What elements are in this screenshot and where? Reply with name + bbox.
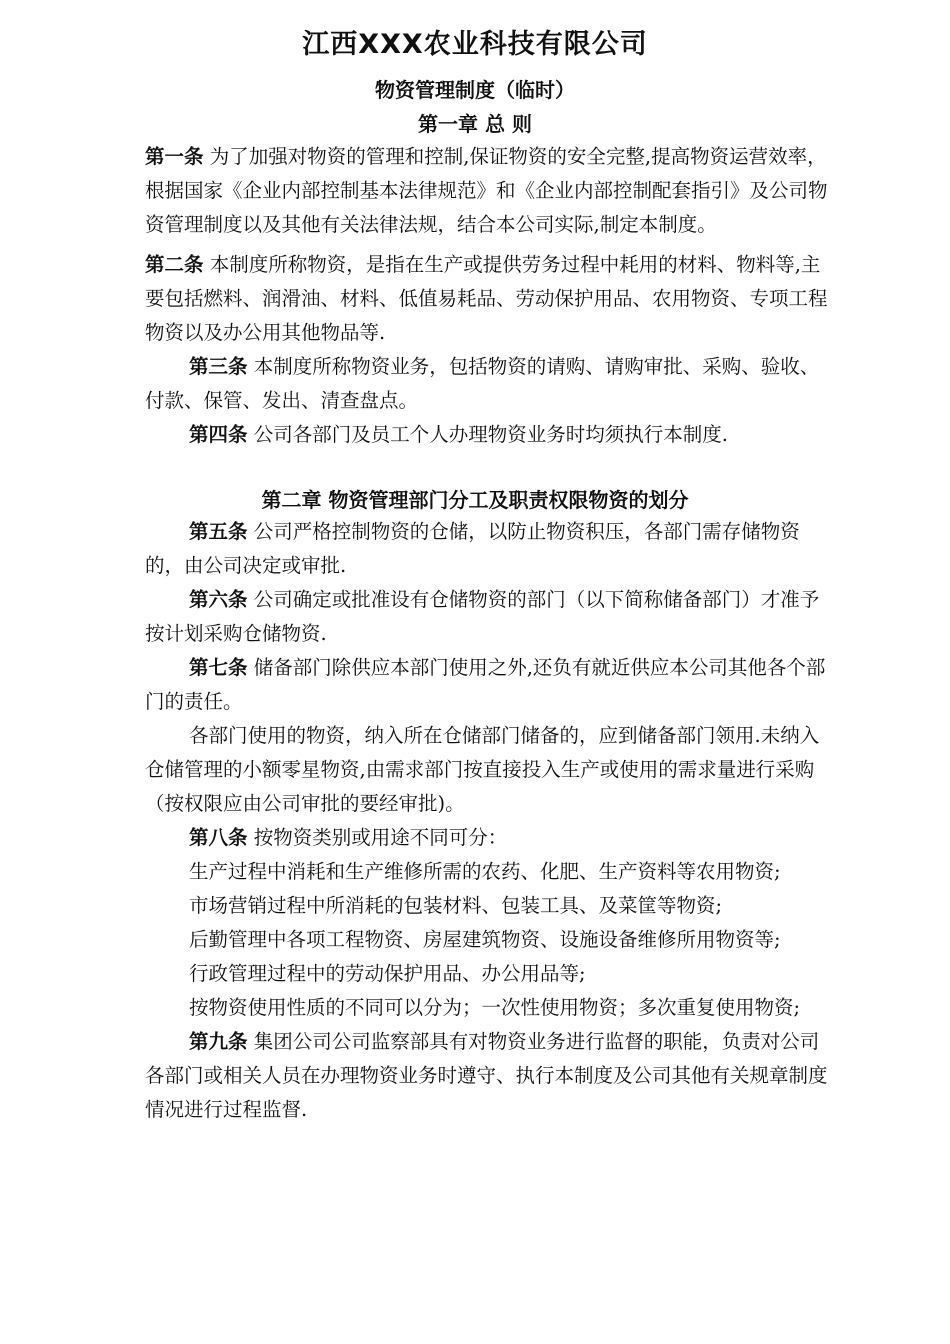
list-item-production <box>145 855 835 889</box>
article-label: 第九条 <box>189 1030 248 1053</box>
list-item-marketing <box>145 889 835 923</box>
chapter-2-body <box>145 515 835 1127</box>
article-text: 按物资类别或用途不同可分： <box>247 826 508 849</box>
paragraph-text: 按物资使用性质的不同可以分为；一次性使用物资；多次重复使用物资; <box>189 996 801 1019</box>
article-text: 为了加强对物资的管理和控制,保证物资的安全完整,提高物资运营效率，根据国家《企业内部控制基本法律规范》和《企业内部控制配套指引》及公司物资管理制度以及其他有关法律法规，结合本公司实际,制定本制度。 <box>145 145 828 236</box>
list-item-logistics <box>145 923 835 957</box>
list-item-admin <box>145 957 835 991</box>
article-text: 储备部门除供应本部门使用之外,还负有就近供应本公司其他各个部门的责任。 <box>145 656 826 713</box>
article-label: 第八条 <box>189 826 248 849</box>
article-label: 第五条 <box>189 520 248 543</box>
article-7 <box>145 651 835 719</box>
document-title: 物资管理制度（临时） <box>375 78 575 102</box>
chapter-2-title: 第二章 物资管理部门分工及职责权限物资的划分 <box>261 488 689 512</box>
article-text: 公司严格控制物资的仓储，以防止物资积压，各部门需存储物资的，由公司决定或审批. <box>145 520 800 577</box>
paragraph-text: 行政管理过程中的劳动保护用品、办公用品等; <box>189 962 586 985</box>
article-2 <box>145 248 835 350</box>
article-label: 第一条 <box>145 145 204 168</box>
article-8 <box>145 821 835 855</box>
article-label: 第四条 <box>189 423 248 446</box>
article-9 <box>145 1025 835 1127</box>
article-3 <box>145 350 835 418</box>
article-text: 公司确定或批准设有仓储物资的部门（以下简称储备部门）才准予按计划采购仓储物资. <box>145 588 820 645</box>
chapter-1-title: 第一章 总 则 <box>418 112 532 136</box>
paragraph-text: 各部门使用的物资，纳入所在仓储部门储备的，应到储备部门领用.未纳入仓储管理的小额零星物资,由需求部门按直接投入生产或使用的需求量进行采购（按权限应由公司审批的要经审批)。 <box>145 724 820 815</box>
company-title: 江西XXX农业科技有限公司 <box>302 29 648 60</box>
list-item-usage-nature <box>145 991 835 1025</box>
chapter-1-body <box>145 140 835 452</box>
article-6 <box>145 583 835 651</box>
article-5 <box>145 515 835 583</box>
paragraph-text: 市场营销过程中所消耗的包装材料、包装工具、及菜筐等物资; <box>189 894 723 917</box>
paragraph-text: 生产过程中消耗和生产维修所需的农药、化肥、生产资料等农用物资; <box>189 860 781 883</box>
article-text: 本制度所称物资业务，包括物资的请购、请购审批、采购、验收、付款、保管、发出、清查盘点。 <box>145 355 820 412</box>
article-label: 第二条 <box>145 253 204 276</box>
article-text: 公司各部门及员工个人办理物资业务时均须执行本制度. <box>247 423 728 446</box>
article-label: 第七条 <box>189 656 248 679</box>
article-4 <box>145 418 835 452</box>
article-label: 第三条 <box>189 355 248 378</box>
article-text: 集团公司公司监察部具有对物资业务进行监督的职能，负责对公司各部门或相关人员在办理物资业务时遵守、执行本制度及公司其他有关规章制度情况进行过程监督. <box>145 1030 828 1121</box>
paragraph-department-use <box>145 719 835 821</box>
article-label: 第六条 <box>189 588 248 611</box>
article-1 <box>145 140 835 242</box>
article-text: 本制度所称物资，是指在生产或提供劳务过程中耗用的材料、物料等,主要包括燃料、润滑油、材料、低值易耗品、劳动保护用品、农用物资、专项工程物资以及办公用其他物品等. <box>145 253 828 344</box>
paragraph-text: 后勤管理中各项工程物资、房屋建筑物资、设施设备维修所用物资等; <box>189 928 781 951</box>
